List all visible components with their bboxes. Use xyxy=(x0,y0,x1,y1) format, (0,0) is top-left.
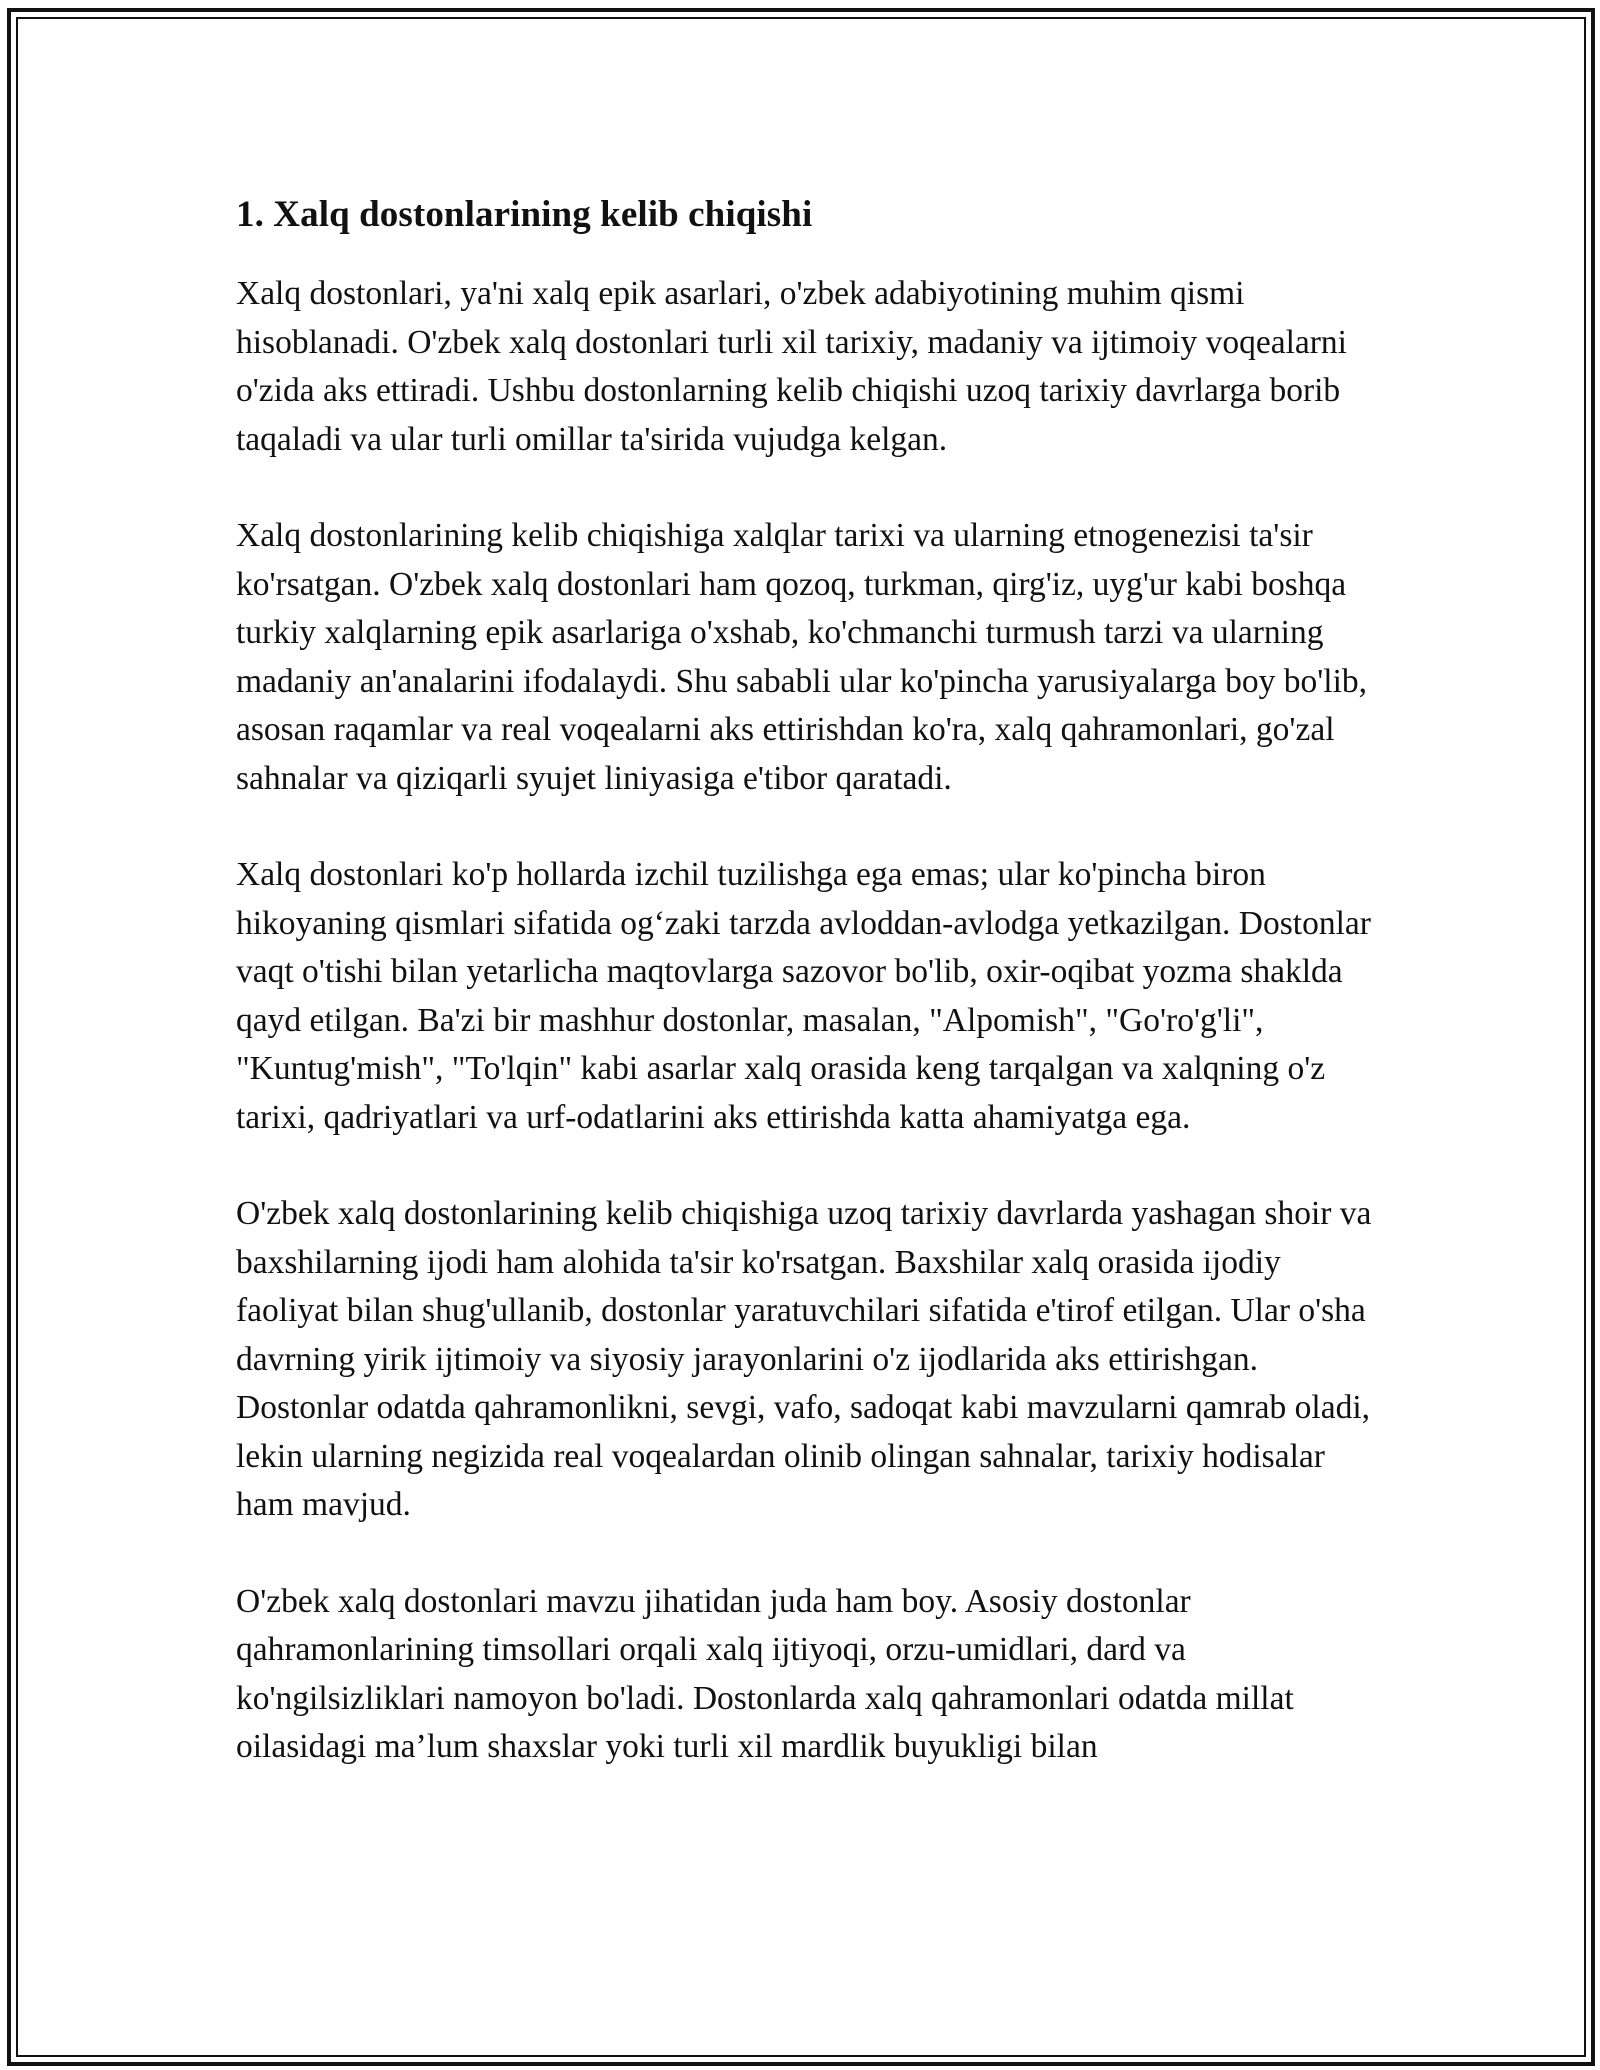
paragraph-5: O'zbek xalq dostonlari mavzu jihatidan juda ham boy. Asosiy dostonlar qahramonlarining timsollari orqali xalq ijtiyoqi, orzu-umidlari, dard va ko'ngilsizliklari namoyon bo'ladi. Dostonlarda xalq qahramonlari odatda millat oilasidagi ma’lum shaxslar yoki turli xil mardlik buyukligi bilan xyxy=(236,1582,1294,1765)
paragraph-4: O'zbek xalq dostonlarining kelib chiqishiga uzoq tarixiy davrlarda yashagan shoir va baxshilarning ijodi ham alohida ta'sir ko'rsatgan. Baxshilar xalq orasida ijodiy faoliyat bilan shug'ullanib, dostonlar yaratuvchilari sifatida e'tirof etilgan. Ular o'sha davrning yirik ijtimoiy va siyosiy jarayonlarini o'z ijodlarida aks ettirishgan. Dostonlar odatda qahramonlikni, sevgi, vafo, sadoqat kabi mavzularni qamrab oladi, lekin ularning negizida real voqealardan olinib olingan sahnalar, tarixiy hodisalar ham mavjud. xyxy=(236,1195,1372,1523)
document-page xyxy=(236,180,1376,1820)
paragraph-1: Xalq dostonlari, ya'ni xalq epik asarlari, o'zbek adabiyotining muhim qismi hisoblanadi. O'zbek xalq dostonlari turli xil tarixiy, madaniy va ijtimoiy voqealarni o'zida aks ettiradi. Ushbu dostonlarning kelib chiqishi uzoq tarixiy davrlarga borib taqaladi va ular turli omillar ta'sirida vujudga kelgan. xyxy=(236,275,1347,458)
paragraph-2: Xalq dostonlarining kelib chiqishiga xalqlar tarixi va ularning etnogenezisi ta'sir ko'rsatgan. O'zbek xalq dostonlari ham qozoq, turkman, qirg'iz, uyg'ur kabi boshqa turkiy xalqlarning epik asarlariga o'xshab, ko'chmanchi turmush tarzi va ularning madaniy an'analarini ifodalaydi. Shu sababli ular ko'pincha yarusiyalarga boy bo'lib, asosan raqamlar va real voqealarni aks ettirishdan ko'ra, xalq qahramonlari, go'zal sahnalar va qiziqarli syujet liniyasiga e'tibor qaratadi. xyxy=(236,517,1368,797)
section-heading: 1. Xalq dostonlarining kelib chiqishi xyxy=(236,194,813,235)
paragraph-3: Xalq dostonlari ko'p hollarda izchil tuzilishga ega emas; ular ko'pincha biron hikoyaning qismlari sifatida og‘zaki tarzda avloddan-avlodga yetkazilgan. Dostonlar vaqt o'tishi bilan yetarlicha maqtovlarga sazovor bo'lib, oxir-oqibat yozma shaklda qayd etilgan. Ba'zi bir mashhur dostonlar, masalan, "Alpomish", "Go'ro'g'li", "Kuntug'mish", "To'lqin" kabi asarlar xalq orasida keng tarqalgan va xalqning o'z tarixi, qadriyatlari va urf-odatlarini aks ettirishda katta ahamiyatga ega. xyxy=(236,856,1371,1136)
